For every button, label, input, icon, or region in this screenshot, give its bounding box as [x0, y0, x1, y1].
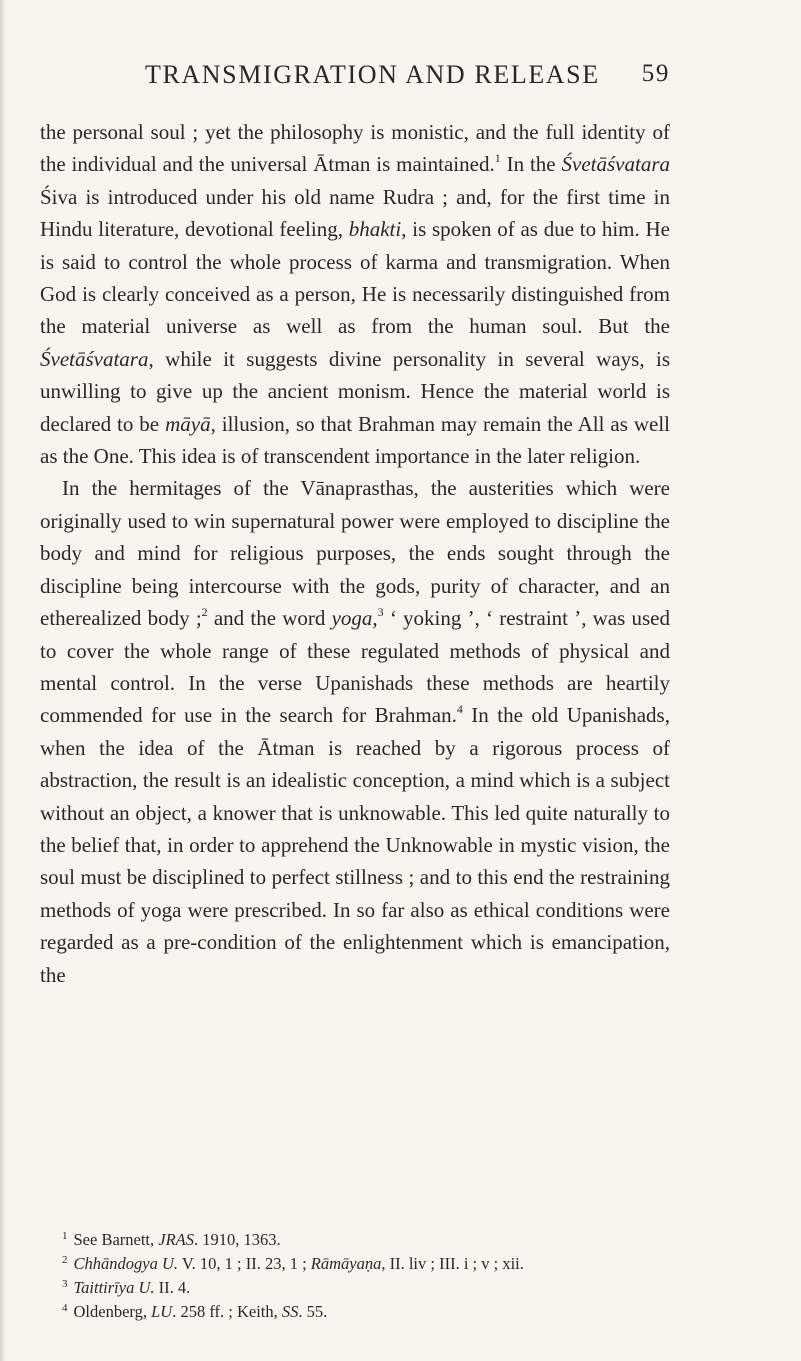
italic-text: māyā — [165, 411, 211, 436]
italic-text: , — [372, 606, 378, 631]
text-run: , II. liv ; III. i ; v ; xii. — [381, 1254, 524, 1273]
text-run: V. 10, 1 ; II. 23, 1 ; — [178, 1254, 311, 1273]
text-run: . 1910, 1363. — [194, 1230, 281, 1249]
footnote — [40, 1228, 680, 1252]
italic-text: bhakti — [348, 217, 402, 242]
italic-text: JRAS — [158, 1230, 194, 1249]
text-run: Śiva is introduced under his old name Rudra ; and, for the first time in Hindu literature, devotional feeling, — [40, 184, 670, 242]
text-run: . 258 ff. ; Keith, — [172, 1302, 282, 1321]
text-run: In the old Upanishads, when the idea of the Ātman is reached by a rigorous process of abstraction, the result is an idealistic conception, a mind which is a subject without an object, a knower that is unknowable. This led quite naturally to the belief that, in order to apprehend the Unknowable in mystic vision, the soul must be disciplined to perfect stillness ; and to this end the restraining methods of yoga were prescribed. In so far also as ethical conditions were regarded as a pre-condition of the enlightenment which is emancipation, the — [40, 703, 670, 987]
footnote-ref: 3 — [377, 605, 384, 620]
footnote-ref: 2 — [201, 605, 208, 620]
footnote — [40, 1276, 680, 1300]
text-run: , is spoken of as due to him. He is said to control the whole process of karma and transmigration. When God is clearly conceived as a person, He is necessarily distinguished from the material universe as well as from the human soul. But the — [40, 217, 670, 339]
text-run: In the hermitages of the Vānaprasthas, the austerities which were originally used to win supernatural power were employed to discipline the body and mind for religious purposes, the ends sought through the discipline being intercourse with the gods, purity of character, and an etherealized body ; — [40, 476, 670, 631]
body-text — [40, 116, 670, 991]
italic-text: Śvetāśvatara — [40, 346, 149, 371]
text-run: II. 4. — [154, 1278, 191, 1297]
footnote — [40, 1252, 680, 1276]
footnote-ref: 1 — [494, 151, 501, 166]
text-run: In the — [500, 152, 562, 177]
text-run: ‘ yoking ’, ‘ restraint ’, was used to cover the whole range of these regulated methods of physical and mental control. In the verse Upanishads these methods are heartily commended for use in the search for Brahman. — [40, 606, 670, 728]
text-run: , illusion, so that Brahman may remain the All as well as the One. This idea is of transcendent importance in the later religion. — [40, 411, 670, 469]
paragraph — [40, 116, 670, 472]
footnotes — [40, 1228, 680, 1324]
text-run: and the word — [207, 606, 332, 631]
paragraph — [40, 472, 670, 991]
footnote-marker: 2 — [62, 1254, 68, 1266]
running-title: TRANSMIGRATION AND RELEASE — [145, 60, 600, 89]
italic-text: Rāmāyaṇa — [310, 1254, 382, 1273]
text-run: . 55. — [298, 1302, 328, 1321]
text-run: See Barnett, — [73, 1230, 159, 1249]
footnote-ref: 4 — [456, 702, 463, 717]
italic-text: Chhāndogya U. — [73, 1254, 178, 1273]
italic-text: SS — [281, 1302, 299, 1321]
page-number: 59 — [641, 60, 670, 87]
text-run: Oldenberg, — [73, 1302, 152, 1321]
footnote-marker: 3 — [62, 1278, 68, 1290]
italic-text: yoga — [331, 606, 373, 631]
running-header — [145, 60, 670, 90]
italic-text: LU — [151, 1302, 173, 1321]
italic-text: Śvetāśvatara — [561, 152, 670, 177]
text-run: the personal soul ; yet the philosophy is monistic, and the full identity of the individual and the universal Ātman is maintained. — [40, 120, 670, 177]
text-run: , while it suggests divine personality in several ways, is unwilling to give up the ancient monism. Hence the material world is declared to be — [40, 346, 670, 436]
italic-text: Taittirīya U. — [73, 1278, 155, 1297]
footnote — [40, 1300, 680, 1324]
footnote-marker: 4 — [62, 1302, 68, 1314]
footnote-marker: 1 — [62, 1230, 68, 1242]
page-edge-shadow — [0, 0, 6, 1361]
